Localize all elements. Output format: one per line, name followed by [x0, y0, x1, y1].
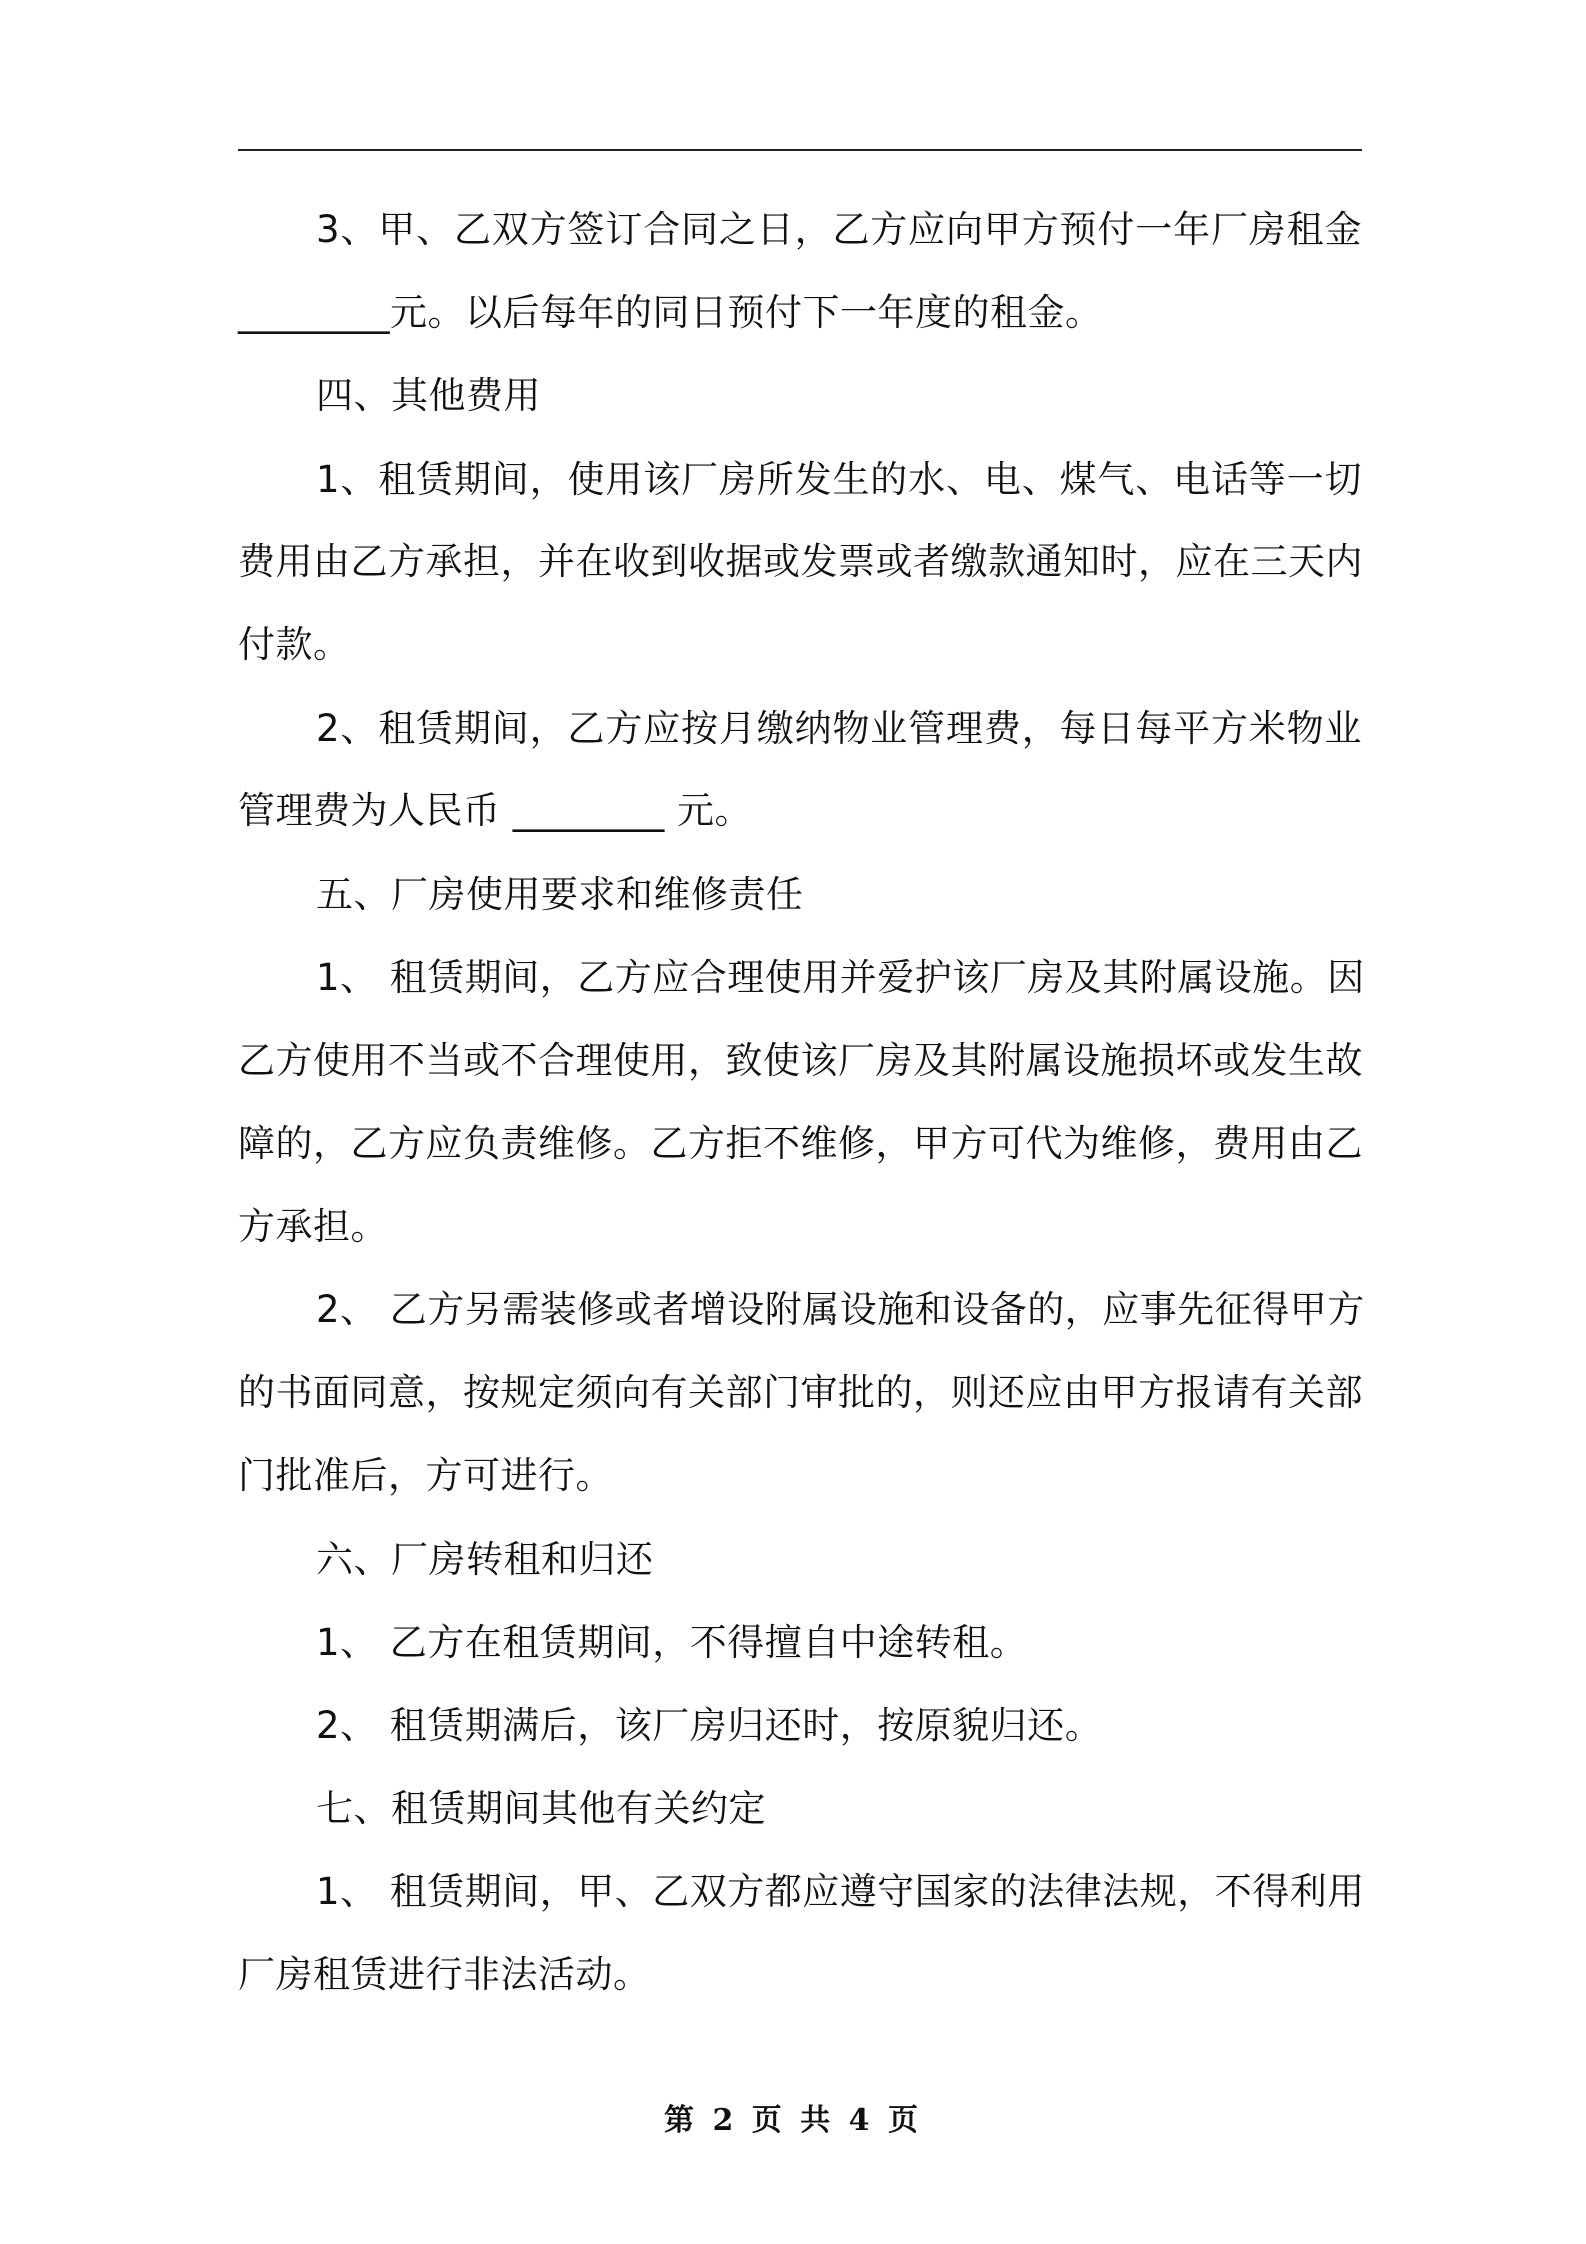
paragraph-line: ________元。以后每年的同日预付下一年度的租金。 — [238, 291, 1103, 334]
paragraph-line: 厂房租赁进行非法活动。 — [238, 1953, 651, 1996]
paragraph-line: 费用由乙方承担，并在收到收据或发票或者缴款通知时，应在三天内 — [238, 540, 1363, 583]
page-number: 第 2 页 共 4 页 — [664, 2103, 922, 2138]
paragraph-line: 2、 乙方另需装修或者增设附属设施和设备的，应事先征得甲方 — [316, 1288, 1365, 1331]
paragraph-line: 付款。 — [238, 623, 351, 666]
paragraph-line: 方承担。 — [238, 1205, 388, 1248]
section-heading: 六、厂房转租和归还 — [316, 1538, 654, 1581]
paragraph-line: 障的，乙方应负责维修。乙方拒不维修，甲方可代为维修，费用由乙 — [238, 1122, 1363, 1165]
paragraph-line: 1、 乙方在租赁期间，不得擅自中途转租。 — [316, 1621, 1028, 1664]
paragraph-line: 2、租赁期间，乙方应按月缴纳物业管理费，每日每平方米物业 — [316, 707, 1362, 750]
section-heading: 七、租赁期间其他有关约定 — [316, 1787, 766, 1830]
paragraph-line: 1、 租赁期间，甲、乙双方都应遵守国家的法律法规，不得利用 — [316, 1870, 1365, 1913]
paragraph-line: 3、甲、乙双方签订合同之日，乙方应向甲方预付一年厂房租金 — [316, 208, 1362, 251]
paragraph-line: 2、 租赁期满后，该厂房归还时，按原貌归还。 — [316, 1704, 1103, 1747]
section-heading: 四、其他费用 — [316, 374, 541, 417]
section-heading: 五、厂房使用要求和维修责任 — [316, 873, 804, 916]
paragraph-line: 的书面同意，按规定须向有关部门审批的，则还应由甲方报请有关部 — [238, 1371, 1363, 1414]
paragraph-line: 乙方使用不当或不合理使用，致使该厂房及其附属设施损坏或发生故 — [238, 1039, 1363, 1082]
header-rule — [238, 149, 1362, 151]
paragraph-line: 1、租赁期间，使用该厂房所发生的水、电、煤气、电话等一切 — [316, 458, 1362, 501]
paragraph-line: 1、 租赁期间，乙方应合理使用并爱护该厂房及其附属设施。因 — [316, 956, 1365, 999]
paragraph-line: 管理费为人民币 ________ 元。 — [238, 789, 753, 832]
paragraph-line: 门批准后，方可进行。 — [238, 1454, 613, 1497]
